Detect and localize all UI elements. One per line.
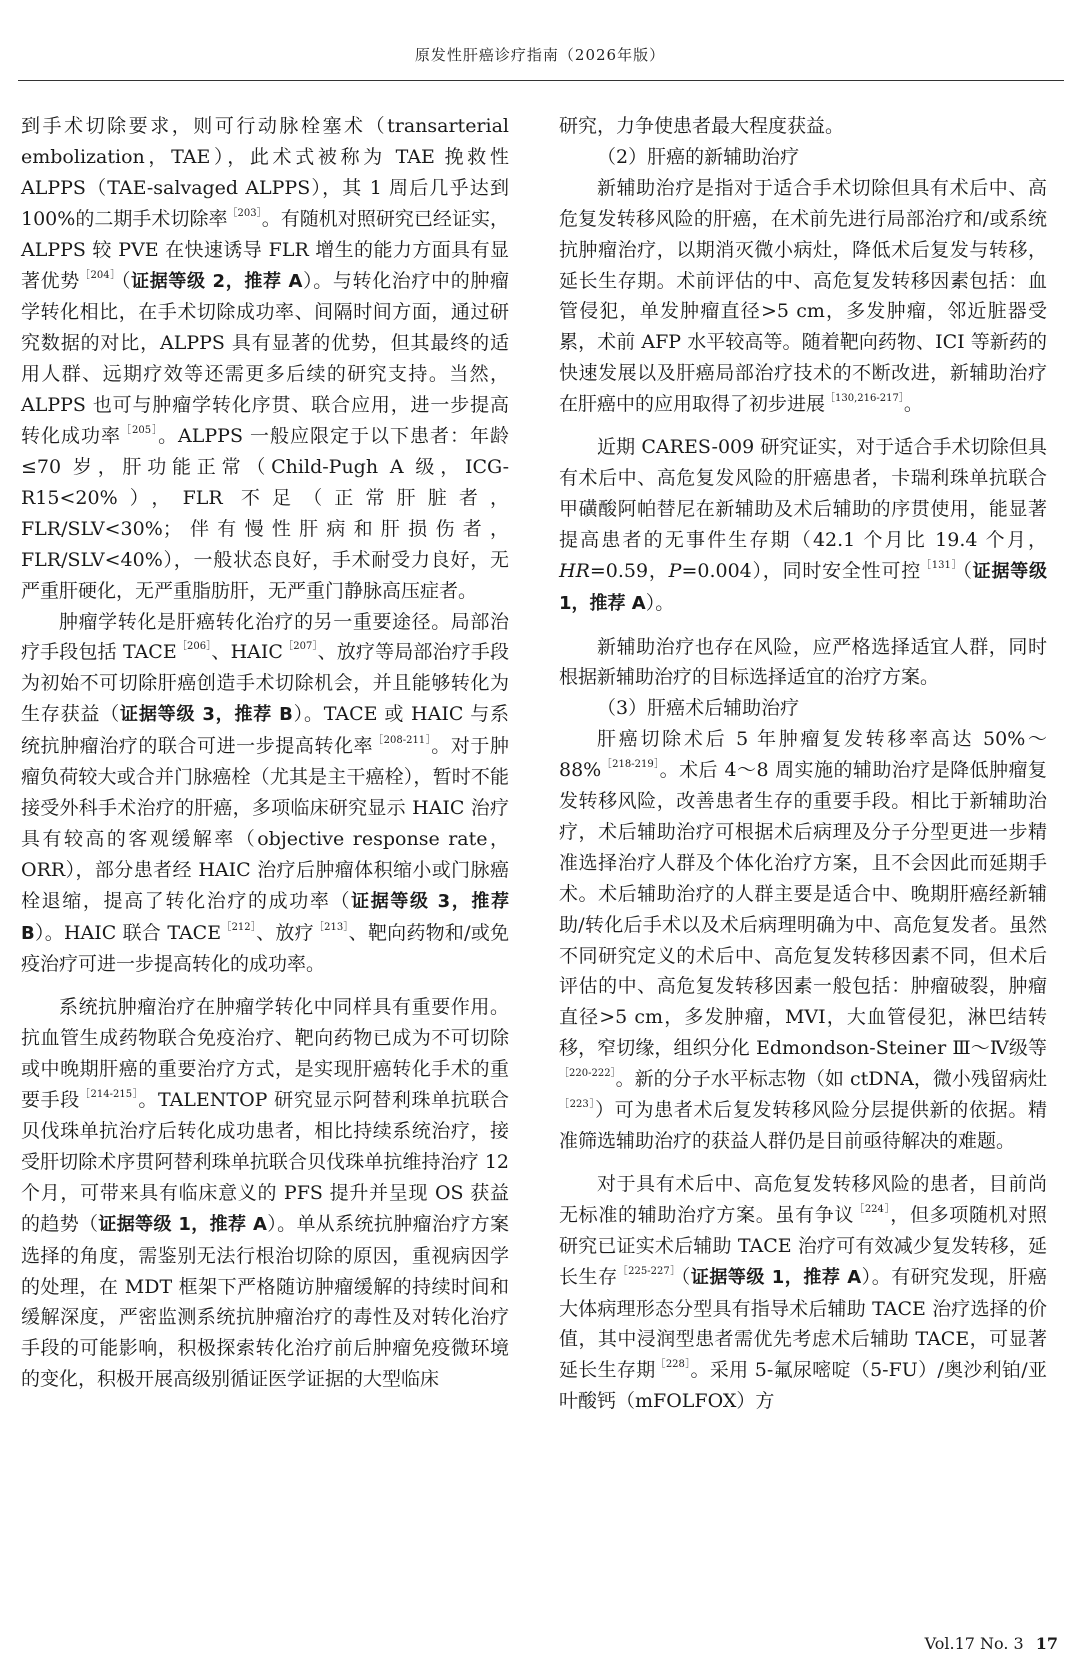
citation: ［224］	[854, 1203, 891, 1215]
left-paragraph-1: 到手术切除要求，则可行动脉栓塞术（transarterial embolization，TAE），此术式被称为 TAE 挽救性 ALPPS（TAE-salvaged ALPPS），其 1 周后几乎达到 100%的二期手术切除率$^{[203]}$。有随机对照研究已经证实，ALPPS 较 PVE 在快速诱导 FLR 增生的能力方面具有显著优势$^{[204]}$（证据等级 2，推荐 A）。与转化治疗中的肿瘤学转化相比，在手术切除成功率、间隔时间方面，通过研究数据的对比，ALPPS 具有显著的优势，但其最终的适用人群、远期疗效等还需更多后续的研究支持。当然，ALPPS 也可与肿瘤学转化序贯、联合应用，进一步提高转化成功率$^{[205]}$。ALPPS 一般应限定于以下患者：年龄≤70 岁，肝功能正常（Child-Pugh A 级，ICG-R15<20%），FLR 不足（正常肝脏者，FLR/SLV<30%；伴有慢性肝病和肝损伤者，FLR/SLV<40%），一般状态良好，手术耐受力良好，无严重肝硬化，无严重脂肪肝，无严重门静脉高压症者。	[21, 115, 509, 602]
right-paragraph-2: 近期 CARES-009 研究证实，对于适合手术切除但具有术后中、高危复发风险的肝癌患者，卡瑞利珠单抗联合甲磺酸阿帕替尼在新辅助及术后辅助的序贯使用，能显著提高患者的无事件生存期（42.1 个月比 19.4 个月，HR=0.59，P=0.004），同时安全性可控$^{[131]}$（证据等级 1，推荐 A）。	[559, 436, 1047, 614]
citation: ［206］	[176, 641, 212, 653]
citation: ［212］	[221, 921, 257, 933]
left-paragraph-2: 肿瘤学转化是肝癌转化治疗的另一重要途径。局部治疗手段包括 $TACE^{[206]}$、$HAIC^{[207]}$、放疗等局部治疗手段为初始不可切除肝癌创造手术切除机会，并且能够转化为生存获益（证据等级 3，推荐 B）。TACE 或 HAIC 与系统抗肿瘤治疗的联合可进一步提高转化率$^{[208-211]}$。对于肿瘤负荷较大或合并门脉癌栓（尤其是主干癌栓），暂时不能接受外科手术治疗的肝癌，多项临床研究显示 HAIC 治疗具有较高的客观缓解率（objective response rate，ORR），部分患者经 HAIC 治疗后肿瘤体积缩小或门脉癌栓退缩，提高了转化治疗的成功率（证据等级 3，推荐 B）。HAIC 联合 $TACE^{[212]}$、放疗$^{[213]}$、靶向药物和/或免疫治疗可进一步提高转化的成功率。	[21, 610, 510, 976]
section-heading-adjuvant: （3）肝癌术后辅助治疗	[597, 697, 800, 720]
citation: ［130,216-217］	[825, 393, 904, 405]
evidence-level: 证据等级 2，推荐 A	[131, 270, 303, 292]
citation: ［204］	[79, 269, 121, 281]
citation: ［213］	[313, 921, 349, 933]
evidence-level: 证据等级 1，推荐 A	[559, 560, 1047, 614]
evidence-level: 证据等级 1，推荐 A	[98, 1213, 267, 1235]
citation: ［220-222］	[559, 1068, 616, 1080]
evidence-level: 证据等级 3，推荐 B	[120, 704, 293, 726]
running-header: 原发性肝癌诊疗指南（2026年版）	[414, 46, 666, 64]
page-footer	[925, 1634, 1058, 1653]
header-rule	[18, 80, 1064, 81]
citation: ［223］	[559, 1099, 596, 1111]
right-paragraph-1: 新辅助治疗是指对于适合手术切除但具有术后中、高危复发转移风险的肝癌，在术前先进行局部治疗和/或系统抗肿瘤治疗，以期消灭微小病灶，降低术后复发与转移，延长生存期。术前评估的中、高危复发转移因素包括：血管侵犯，单发肿瘤直径>5 cm，多发肿瘤，邻近脏器受累，术前 AFP 水平较高等。随着靶向药物、ICI 等新药的快速发展以及肝癌局部治疗技术的不断改进，新辅助治疗在肝癌中的应用取得了初步进展$^{[130,216-217]}$。	[559, 176, 1047, 416]
evidence-level: 证据等级 1，推荐 A	[690, 1266, 862, 1288]
citation: ［208-211］	[373, 735, 432, 747]
citation: ［131］	[920, 559, 963, 571]
evidence-level: 证据等级 3，推荐 B	[21, 890, 509, 944]
citation: ［228］	[655, 1359, 691, 1371]
citation: ［205］	[120, 425, 159, 437]
citation: ［207］	[282, 641, 318, 653]
right-column	[559, 111, 1047, 1417]
right-paragraph-4: 肝癌切除术后 5 年肿瘤复发转移率高达 50%～88%$^{[218-219]}$。术后 4～8 周实施的辅助治疗是降低肿瘤复发转移风险，改善患者生存的重要手段。相比于新辅助治疗，术后辅助治疗可根据术后病理及分子分型更进一步精准选择治疗人群及个体化治疗方案，且不会因此而延期手术。术后辅助治疗的人群主要是适合中、晚期肝癌经新辅助/转化后手术以及术后病理明确为中、高危复发者。虽然不同研究定义的术后中、高危复发转移因素不同，但术后评估的中、高危复发转移因素一般包括：肿瘤破裂，肿瘤直径>5 cm，多发肿瘤，MVI，大血管侵犯，淋巴结转移，窄切缘，组织分化 Edmondson-Steiner Ⅲ～Ⅳ级等$^{[220-222]}$。新的分子水平标志物（如 ctDNA，微小残留病灶$^{[223]}$）可为患者术后复发转移风险分层提供新的依据。精准筛选辅助治疗的获益人群仍是目前亟待解决的难题。	[559, 728, 1047, 1152]
right-paragraph-0: 研究，力争使患者最大程度获益。	[559, 115, 845, 137]
citation: ［225-227］	[617, 1265, 681, 1277]
right-paragraph-5: 对于具有术后中、高危复发转移风险的患者，目前尚无标准的辅助治疗方案。虽有争议$^{[224]}$，但多项随机对照研究已证实术后辅助 TACE 治疗可有效减少复发转移，延长生存$^{[225-227]}$（证据等级 1，推荐 A）。有研究发现，肝癌大体病理形态分型具有指导术后辅助 TACE 治疗选择的价值，其中浸润型患者需优先考虑术后辅助 TACE，可显著延长生存期$^{[228]}$。采用 5-氟尿嘧啶（5-FU）/奥沙利铂/亚叶酸钙（mFOLFOX）方	[559, 1172, 1047, 1413]
citation: ［218-219］	[601, 759, 660, 771]
volume-info: Vol.17 No. 3	[924, 1634, 1024, 1653]
left-paragraph-3: 系统抗肿瘤治疗在肿瘤学转化中同样具有重要作用。抗血管生成药物联合免疫治疗、靶向药物已成为不可切除或中晚期肝癌的重要治疗方式，是实现肝癌转化手术的重要手段$^{[214-215]}$。TALENTOP 研究显示阿替利珠单抗联合贝伐珠单抗治疗后转化成功患者，相比持续系统治疗，接受肝切除术序贯阿替利珠单抗联合贝伐珠单抗维持治疗 12 个月，可带来具有临床意义的 PFS 提升并呈现 OS 获益的趋势（证据等级 1，推荐 A）。单从系统抗肿瘤治疗方案选择的角度，需鉴别无法行根治切除的原因，重视病因学的处理，在 MDT 框架下严格随访肿瘤缓解的持续时间和缓解深度，严密监测系统抗肿瘤治疗的毒性及对转化治疗手段的可能影响，积极探索转化治疗前后肿瘤免疫微环境的变化，积极开展高级别循证医学证据的大型临床	[21, 996, 509, 1391]
left-column	[21, 111, 509, 1395]
citation: ［203］	[227, 207, 262, 219]
citation: ［214-215］	[79, 1089, 139, 1101]
right-paragraph-3: 新辅助治疗也存在风险，应严格选择适宜人群，同时根据新辅助治疗的目标选择适宜的治疗方案。	[559, 635, 1047, 689]
section-heading-neoadjuvant: （2）肝癌的新辅助治疗	[597, 145, 800, 168]
page-number: 17	[1035, 1634, 1058, 1653]
